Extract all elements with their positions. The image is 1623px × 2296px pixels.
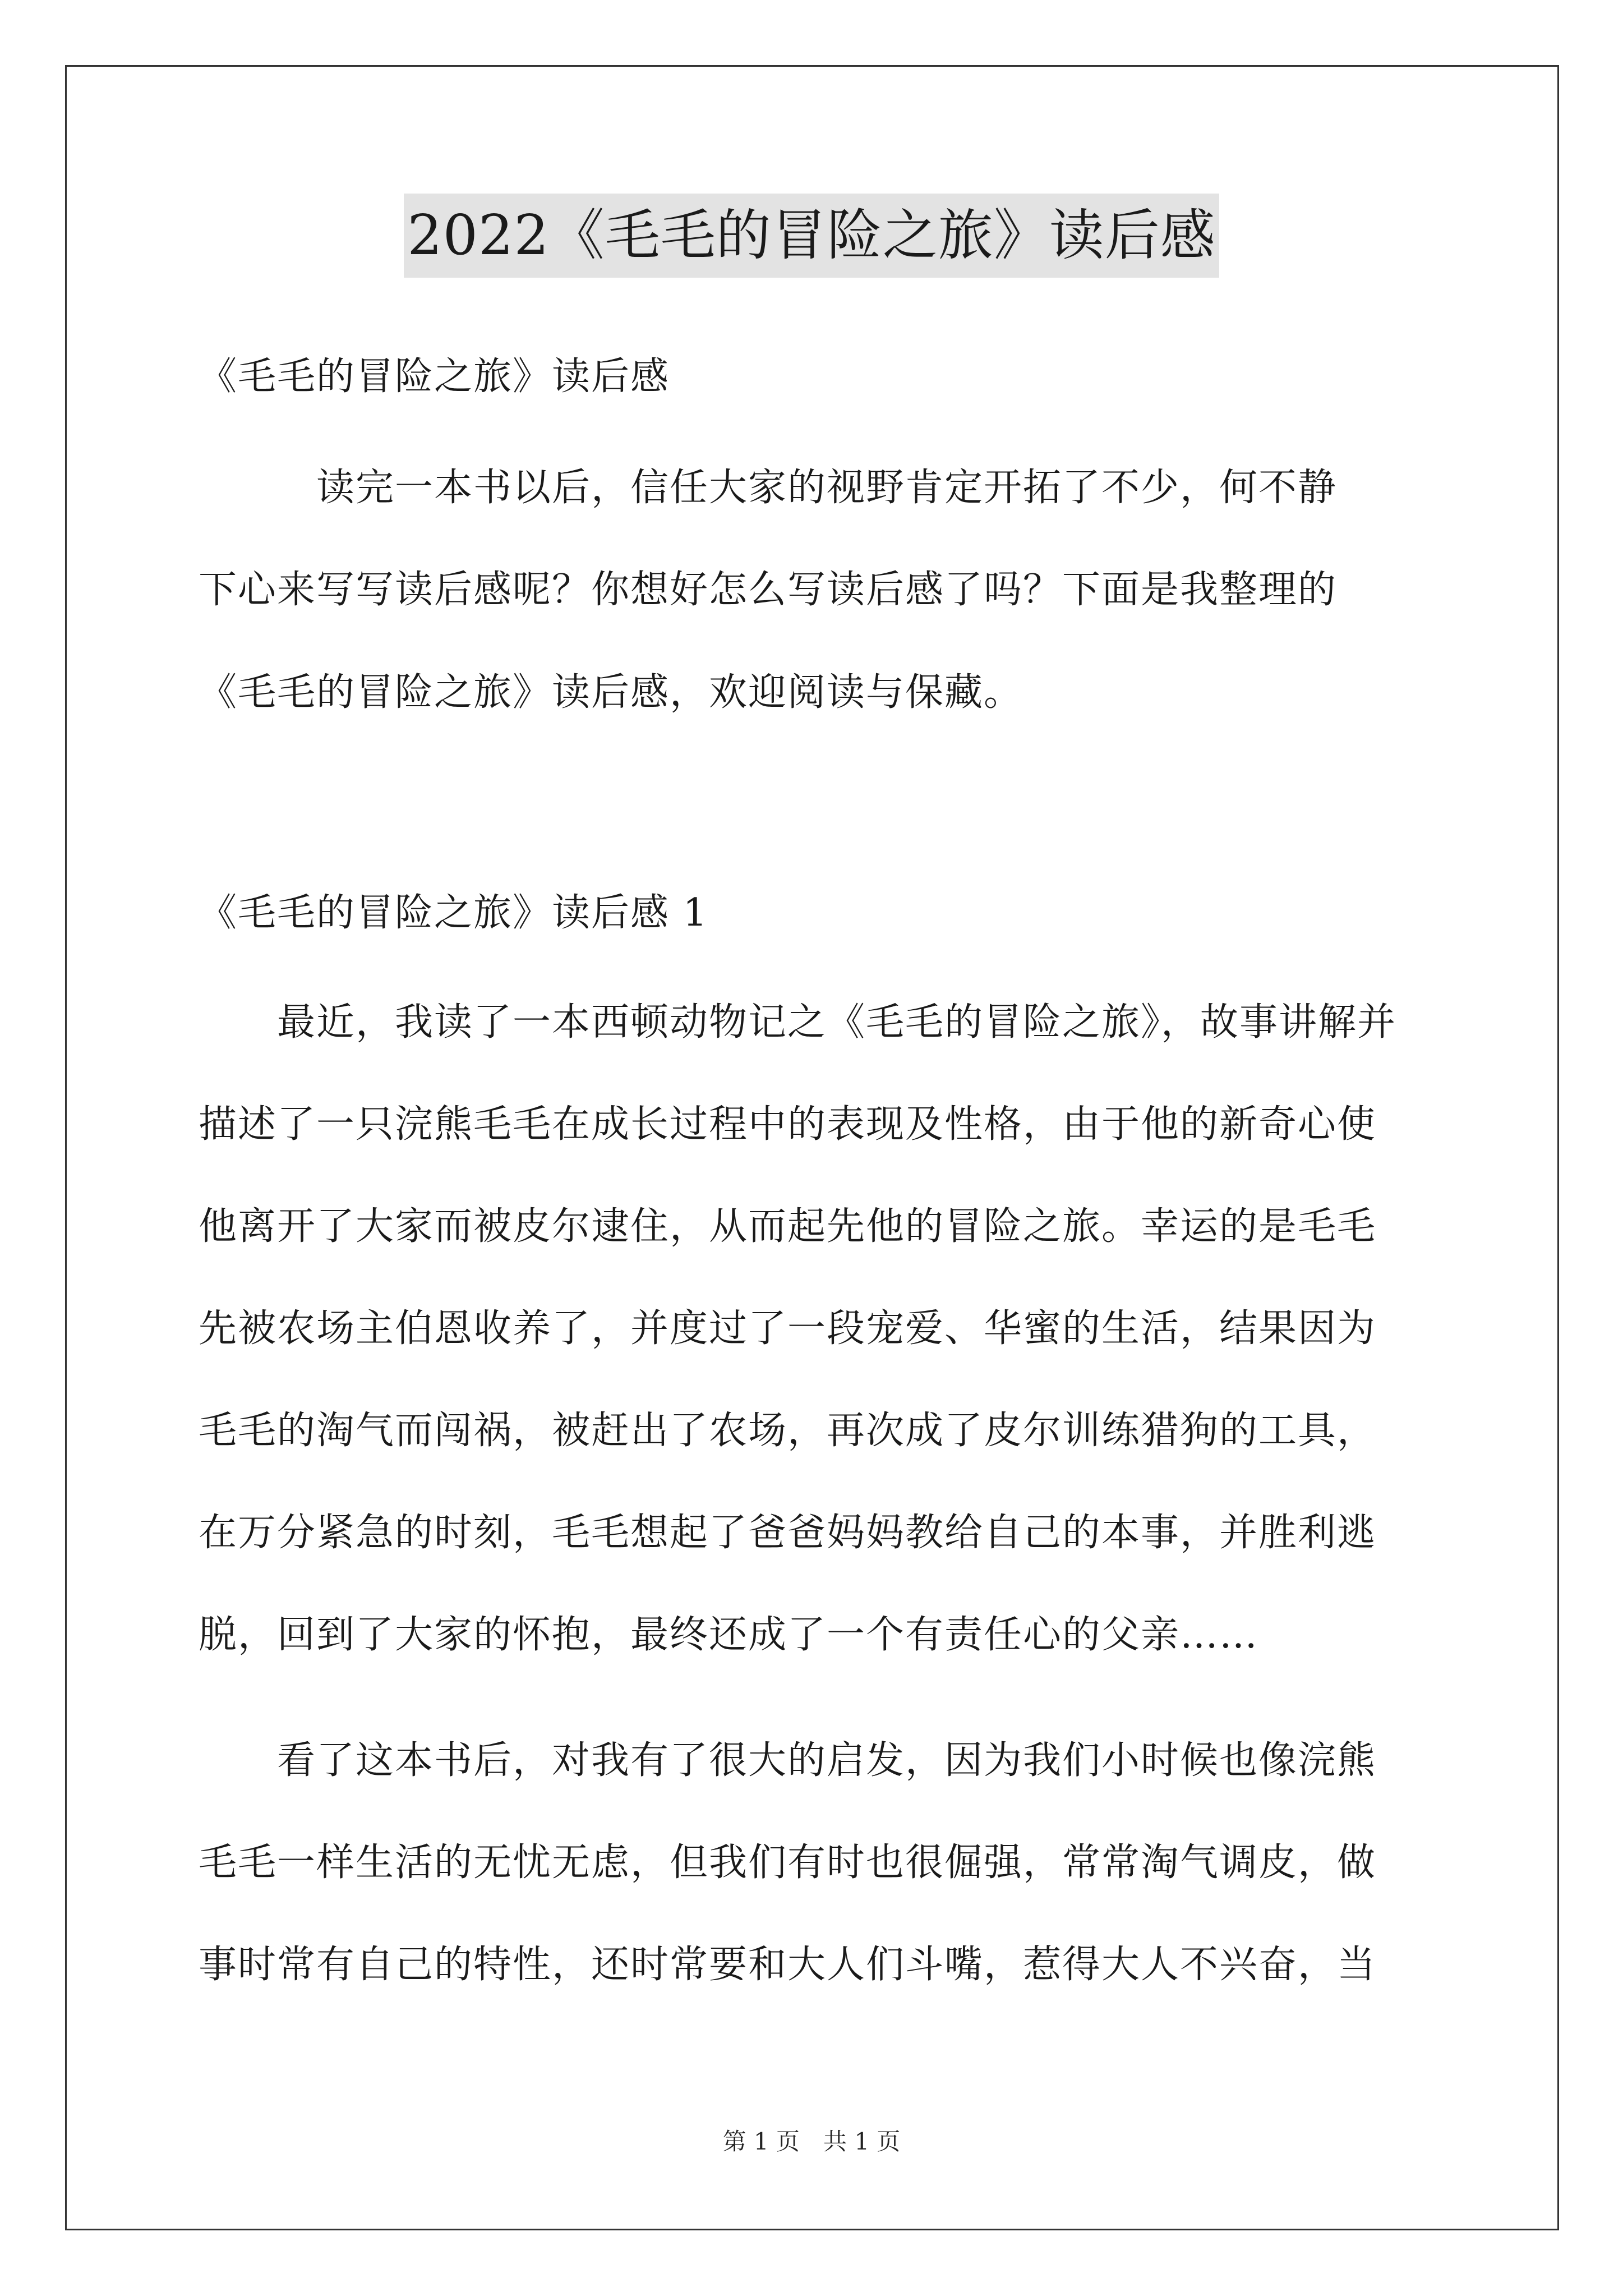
body-line: 事时常有自己的特性，还时常要和大人们斗嘴，惹得大人不兴奋，当 xyxy=(199,1943,1377,1987)
document-title: 2022《毛毛的冒险之旅》读后感 xyxy=(404,194,1219,278)
body-line: 描述了一只浣熊毛毛在成长过程中的表现及性格，由于他的新奇心使 xyxy=(199,1102,1377,1147)
intro-line: 下心来写写读后感呢？你想好怎么写读后感了吗？下面是我整理的 xyxy=(199,568,1338,612)
body-line: 先被农场主伯恩收养了，并度过了一段宠爱、华蜜的生活，结果因为 xyxy=(199,1306,1377,1351)
body-line: 毛毛的淘气而闯祸，被赶出了农场，再次成了皮尔训练猎狗的工具， xyxy=(199,1409,1377,1453)
document-subtitle: 《毛毛的冒险之旅》读后感 xyxy=(199,355,670,399)
body-line: 脱，回到了大家的怀抱，最终还成了一个有责任心的父亲…… xyxy=(199,1613,1259,1657)
body-line: 在万分紧急的时刻，毛毛想起了爸爸妈妈教给自己的本事，并胜利逃 xyxy=(199,1511,1377,1555)
body-line: 他离开了大家而被皮尔逮住，从而起先他的冒险之旅。幸运的是毛毛 xyxy=(199,1204,1377,1249)
section-heading: 《毛毛的冒险之旅》读后感 1 xyxy=(199,891,708,935)
intro-line: 《毛毛的冒险之旅》读后感，欢迎阅读与保藏。 xyxy=(199,670,1023,715)
body-line: 看了这本书后，对我有了很大的启发，因为我们小时候也像浣熊 xyxy=(199,1738,1377,1783)
body-line: 毛毛一样生活的无忧无虑，但我们有时也很倔强，常常淘气调皮，做 xyxy=(199,1841,1377,1885)
page-footer: 第 1 页 共 1 页 xyxy=(722,2128,901,2155)
body-line: 最近，我读了一本西顿动物记之《毛毛的冒险之旅》，故事讲解并 xyxy=(199,1000,1397,1045)
title-wrapper xyxy=(0,194,1623,278)
intro-line: 读完一本书以后，信任大家的视野肯定开拓了不少，何不静 xyxy=(199,466,1338,510)
